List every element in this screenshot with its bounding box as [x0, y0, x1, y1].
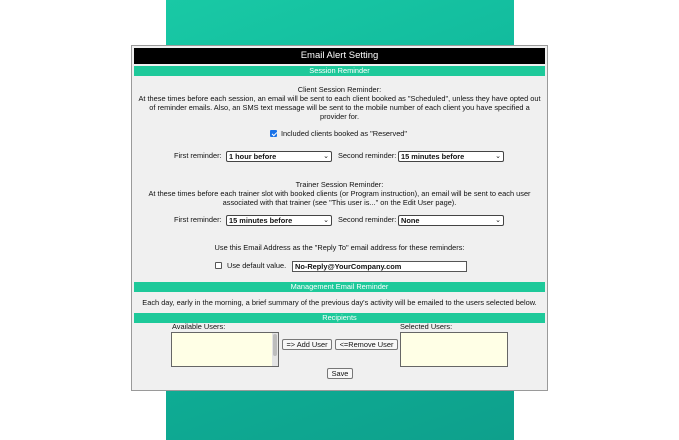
selected-users-label: Selected Users: — [400, 322, 453, 331]
remove-user-button[interactable]: <=Remove User — [335, 339, 398, 350]
chevron-down-icon: ⌄ — [495, 153, 501, 160]
client-second-reminder-value: 15 minutes before — [401, 152, 465, 161]
client-first-reminder-label: First reminder: — [174, 151, 222, 160]
client-reminder-selects — [132, 150, 547, 164]
client-reminder-description: At these times before each session, an email will be sent to each client booked as "Scheduled", unless they have opted out of reminder emails. Also, an SMS text message will be sent to the mobile number of each client you have specified a provider for. — [138, 94, 541, 121]
client-first-reminder-value: 1 hour before — [229, 152, 277, 161]
include-reserved-checkbox[interactable] — [270, 130, 277, 137]
add-user-button[interactable]: => Add User — [282, 339, 332, 350]
client-second-reminder-label: Second reminder: — [338, 151, 397, 160]
client-reminder-heading: Client Session Reminder: — [297, 85, 382, 94]
save-button[interactable]: Save — [327, 368, 353, 379]
include-reserved-label: Included clients booked as "Reserved" — [281, 129, 408, 138]
email-alert-panel — [131, 45, 548, 391]
trainer-reminder-selects — [132, 214, 547, 228]
trainer-second-reminder-value: None — [401, 216, 420, 225]
reply-to-row — [132, 260, 547, 274]
management-description: Each day, early in the morning, a brief summary of the previous day's activity will be emailed to the users selected below. — [142, 298, 537, 307]
available-users-label: Available Users: — [172, 322, 226, 331]
chevron-down-icon: ⌄ — [495, 217, 501, 224]
client-second-reminder-select[interactable] — [398, 151, 504, 162]
trainer-first-reminder-select[interactable] — [226, 215, 332, 226]
trainer-second-reminder-select[interactable] — [398, 215, 504, 226]
reply-to-email-input[interactable]: No-Reply@YourCompany.com — [292, 261, 467, 272]
chevron-down-icon: ⌄ — [323, 153, 329, 160]
trainer-first-reminder-value: 15 minutes before — [229, 216, 293, 225]
section-header-session-reminder: Session Reminder — [134, 66, 545, 76]
include-reserved-row — [132, 128, 547, 142]
trainer-reminder-heading: Trainer Session Reminder: — [295, 180, 384, 189]
use-default-checkbox[interactable] — [215, 262, 222, 269]
section-header-recipients: Recipients — [134, 313, 545, 323]
use-default-label: Use default value. — [227, 261, 287, 270]
available-users-list[interactable] — [171, 332, 279, 367]
selected-users-list[interactable] — [400, 332, 508, 367]
scrollbar[interactable] — [272, 333, 278, 366]
trainer-first-reminder-label: First reminder: — [174, 215, 222, 224]
client-first-reminder-select[interactable] — [226, 151, 332, 162]
window-title: Email Alert Setting — [134, 48, 545, 64]
reply-to-description: Use this Email Address as the "Reply To" email address for these reminders: — [214, 243, 465, 252]
chevron-down-icon: ⌄ — [323, 217, 329, 224]
trainer-reminder-description: At these times before each trainer slot with booked clients (or Program instruction), an email will be sent to each user associated with that trainer (see "This user is..." on the Edit User page). — [148, 189, 531, 207]
section-header-management: Management Email Reminder — [134, 282, 545, 292]
trainer-second-reminder-label: Second reminder: — [338, 215, 397, 224]
